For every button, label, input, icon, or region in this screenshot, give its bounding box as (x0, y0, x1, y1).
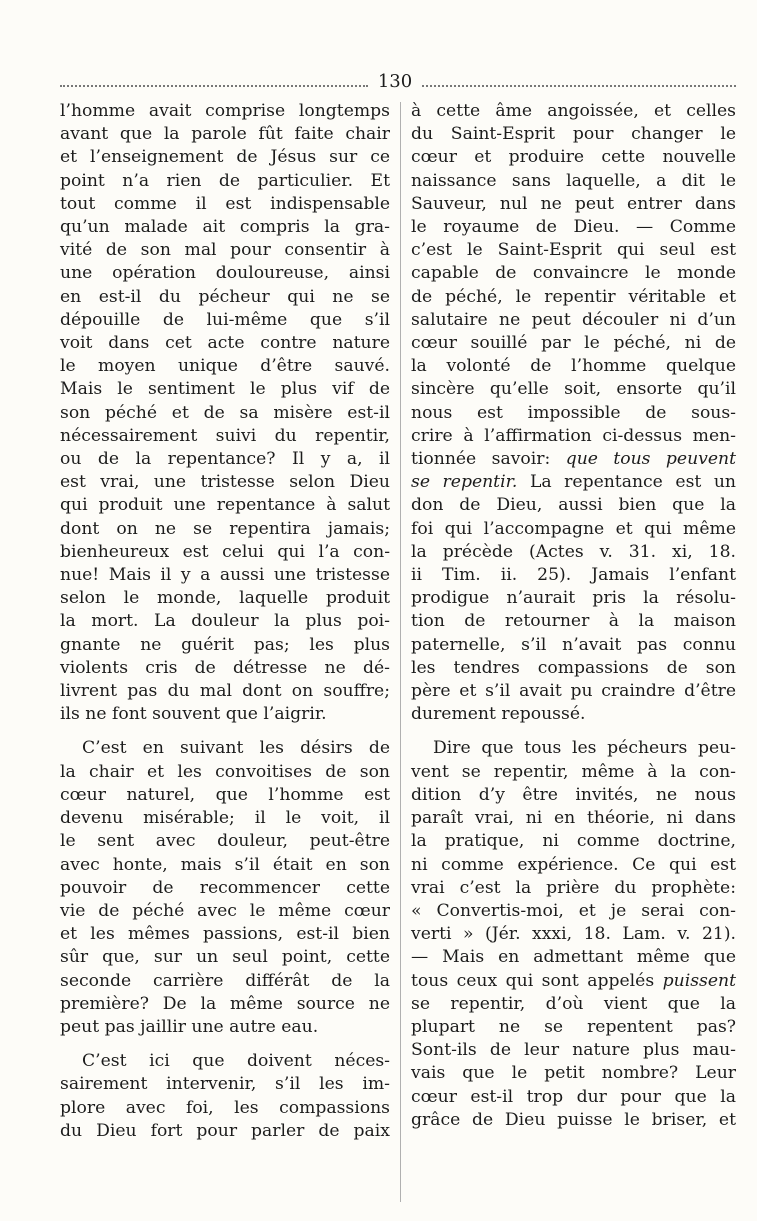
text-line: tion de retourner à la maison (411, 611, 736, 632)
text-line (411, 471, 736, 494)
page-number: 130 (377, 71, 413, 92)
text-line: qu’un malade ait compris la gra- (60, 217, 390, 238)
text-line: la chair et les convoitises de son (60, 761, 390, 782)
text-line: dépouille de lui-même que s’il (60, 309, 390, 330)
text-line: cœur et produire cette nouvelle (411, 147, 736, 168)
text-line: verti » (Jér. xxxi, 18. Lam. v. 21). (411, 924, 736, 945)
text-line: cœur naturel, que l’homme est (60, 784, 390, 805)
left-column (60, 100, 390, 1143)
italic-run: se repentir. (411, 472, 518, 493)
text-line: qui produit une repentance à salut (60, 495, 390, 516)
text-line: voit dans cet acte contre nature (60, 333, 390, 354)
text-line: naissance sans laquelle, a dit le (411, 170, 736, 191)
text-line: crire à l’affirmation ci-dessus men- (411, 425, 736, 446)
text-line (411, 448, 736, 471)
text-run: tous ceux qui sont appelés (411, 970, 663, 991)
header-rule-left (60, 81, 368, 87)
text-line: vais que le petit nombre? Leur (411, 1063, 736, 1084)
text-line: Sont-ils de leur nature plus mau- (411, 1040, 736, 1061)
column-divider (400, 102, 401, 1202)
text-line: le moyen unique d’être sauvé. (60, 356, 390, 377)
text-line: à cette âme angoissée, et celles (411, 101, 736, 121)
text-line: seconde carrière différât de la (60, 970, 390, 991)
text-line: la précède (Actes v. 31. xi, 18. (411, 541, 736, 562)
text-line: nue! Mais il y a aussi une tristesse (60, 565, 390, 586)
text-line: sairement intervenir, s’il les im- (60, 1074, 390, 1095)
text-line: sincère qu’elle soit, ensorte qu’il (411, 379, 736, 400)
text-line: Sauveur, nul ne peut entrer dans (411, 193, 736, 214)
text-line: grâce de Dieu puisse le briser, et (411, 1109, 736, 1130)
text-line: paraît vrai, ni en théorie, ni dans (411, 808, 736, 829)
text-line: gnante ne guérit pas; les plus (60, 634, 390, 655)
paragraph (411, 737, 736, 1131)
right-column (411, 100, 736, 1132)
text-run: La repentance est un (517, 472, 736, 493)
text-line: ou de la repentance? Il y a, il (60, 449, 390, 470)
text-line: est vrai, une tristesse selon Dieu (60, 472, 390, 493)
running-header (60, 72, 736, 92)
text-line: en est-il du pécheur qui ne se (60, 286, 390, 307)
italic-run: que tous peuvent (565, 449, 736, 470)
text-line: cœur souillé par le péché, ni de (411, 333, 736, 354)
text-line: plore avec foi, les compassions (60, 1097, 390, 1118)
text-line: vité de son mal pour consentir à (60, 240, 390, 261)
text-line: salutaire ne peut découler ni d’un (411, 309, 736, 330)
text-line: avec honte, mais s’il était en son (60, 854, 390, 875)
text-line: le royaume de Dieu. — Comme (411, 217, 736, 238)
text-line: le sent avec douleur, peut-être (60, 831, 390, 852)
text-line: la volonté de l’homme quelque (411, 356, 736, 377)
text-line: durement repoussé. (411, 704, 586, 725)
text-line: son péché et de sa misère est-il (60, 402, 390, 423)
text-line: point n’a rien de particulier. Et (60, 170, 390, 191)
text-run: tionnée savoir: (411, 449, 566, 470)
text-line (411, 970, 736, 993)
italic-run: puissent (662, 970, 736, 991)
paragraph (411, 100, 736, 726)
text-line: sûr que, sur un seul point, cette (60, 947, 390, 968)
text-line: foi qui l’accompagne et qui même (411, 518, 736, 539)
text-line: nécessairement suivi du repentir, (60, 425, 390, 446)
paragraph (60, 1050, 390, 1143)
text-line: une opération douloureuse, ainsi (60, 263, 390, 284)
text-line: peut pas jaillir une autre eau. (60, 1016, 319, 1037)
text-line: prodigue n’aurait pris la résolu- (411, 588, 736, 609)
text-line: vent se repentir, même à la con- (411, 761, 736, 782)
text-line: C’est ici que doivent néces- (82, 1051, 390, 1072)
text-line: ni comme expérience. Ce qui est (411, 854, 736, 875)
paragraph (60, 737, 390, 1039)
text-line: vrai c’est la prière du prophète: (411, 877, 736, 898)
text-line: et l’enseignement de Jésus sur ce (60, 147, 390, 168)
text-line: avant que la parole fût faite chair (60, 124, 390, 145)
text-line: ii Tim. ii. 25). Jamais l’enfant (411, 565, 736, 586)
text-line: et les mêmes passions, est-il bien (60, 924, 390, 945)
text-line: la mort. La douleur la plus poi- (60, 611, 390, 632)
text-line: Mais le sentiment le plus vif de (60, 379, 390, 400)
text-line: se repentir, d’où vient que la (411, 993, 736, 1014)
text-line: nous est impossible de sous- (411, 402, 736, 423)
text-line: Dire que tous les pécheurs peu- (433, 738, 736, 759)
text-line: les tendres compassions de son (411, 657, 736, 678)
text-line: bienheureux est celui qui l’a con- (60, 541, 390, 562)
text-line: dition d’y être invités, ne nous (411, 784, 736, 805)
text-line: de péché, le repentir véritable et (411, 286, 736, 307)
text-line: paternelle, s’il n’avait pas connu (411, 634, 736, 655)
text-line: c’est le Saint-Esprit qui seul est (411, 240, 736, 261)
text-line: don de Dieu, aussi bien que la (411, 495, 736, 516)
paragraph (60, 100, 390, 726)
text-line: plupart ne se repentent pas? (411, 1016, 736, 1037)
text-line: ils ne font souvent que l’aigrir. (60, 704, 327, 725)
text-line: « Convertis-moi, et je serai con- (411, 900, 736, 921)
text-line: du Dieu fort pour parler de paix (60, 1120, 390, 1141)
text-line: dont on ne se repentira jamais; (60, 518, 390, 539)
text-line: la pratique, ni comme doctrine, (411, 831, 736, 852)
text-line: capable de convaincre le monde (411, 263, 736, 284)
text-line: selon le monde, laquelle produit (60, 588, 390, 609)
text-line: — Mais en admettant même que (411, 947, 736, 968)
header-rule-right (422, 81, 736, 87)
text-line: père et s’il avait pu craindre d’être (411, 681, 736, 702)
text-line: violents cris de détresse ne dé- (60, 657, 390, 678)
text-line: tout comme il est indispensable (60, 193, 390, 214)
text-line: pouvoir de recommencer cette (60, 877, 390, 898)
text-line: livrent pas du mal dont on souffre; (60, 681, 390, 702)
text-line: première? De la même source ne (60, 993, 390, 1014)
text-line: vie de péché avec le même cœur (60, 900, 390, 921)
text-line: devenu misérable; il le voit, il (60, 808, 390, 829)
text-line: du Saint-Esprit pour changer le (411, 124, 736, 145)
text-line: C’est en suivant les désirs de (82, 738, 390, 759)
text-line: cœur est-il trop dur pour que la (411, 1086, 736, 1107)
text-line: l’homme avait comprise longtemps (60, 101, 390, 121)
